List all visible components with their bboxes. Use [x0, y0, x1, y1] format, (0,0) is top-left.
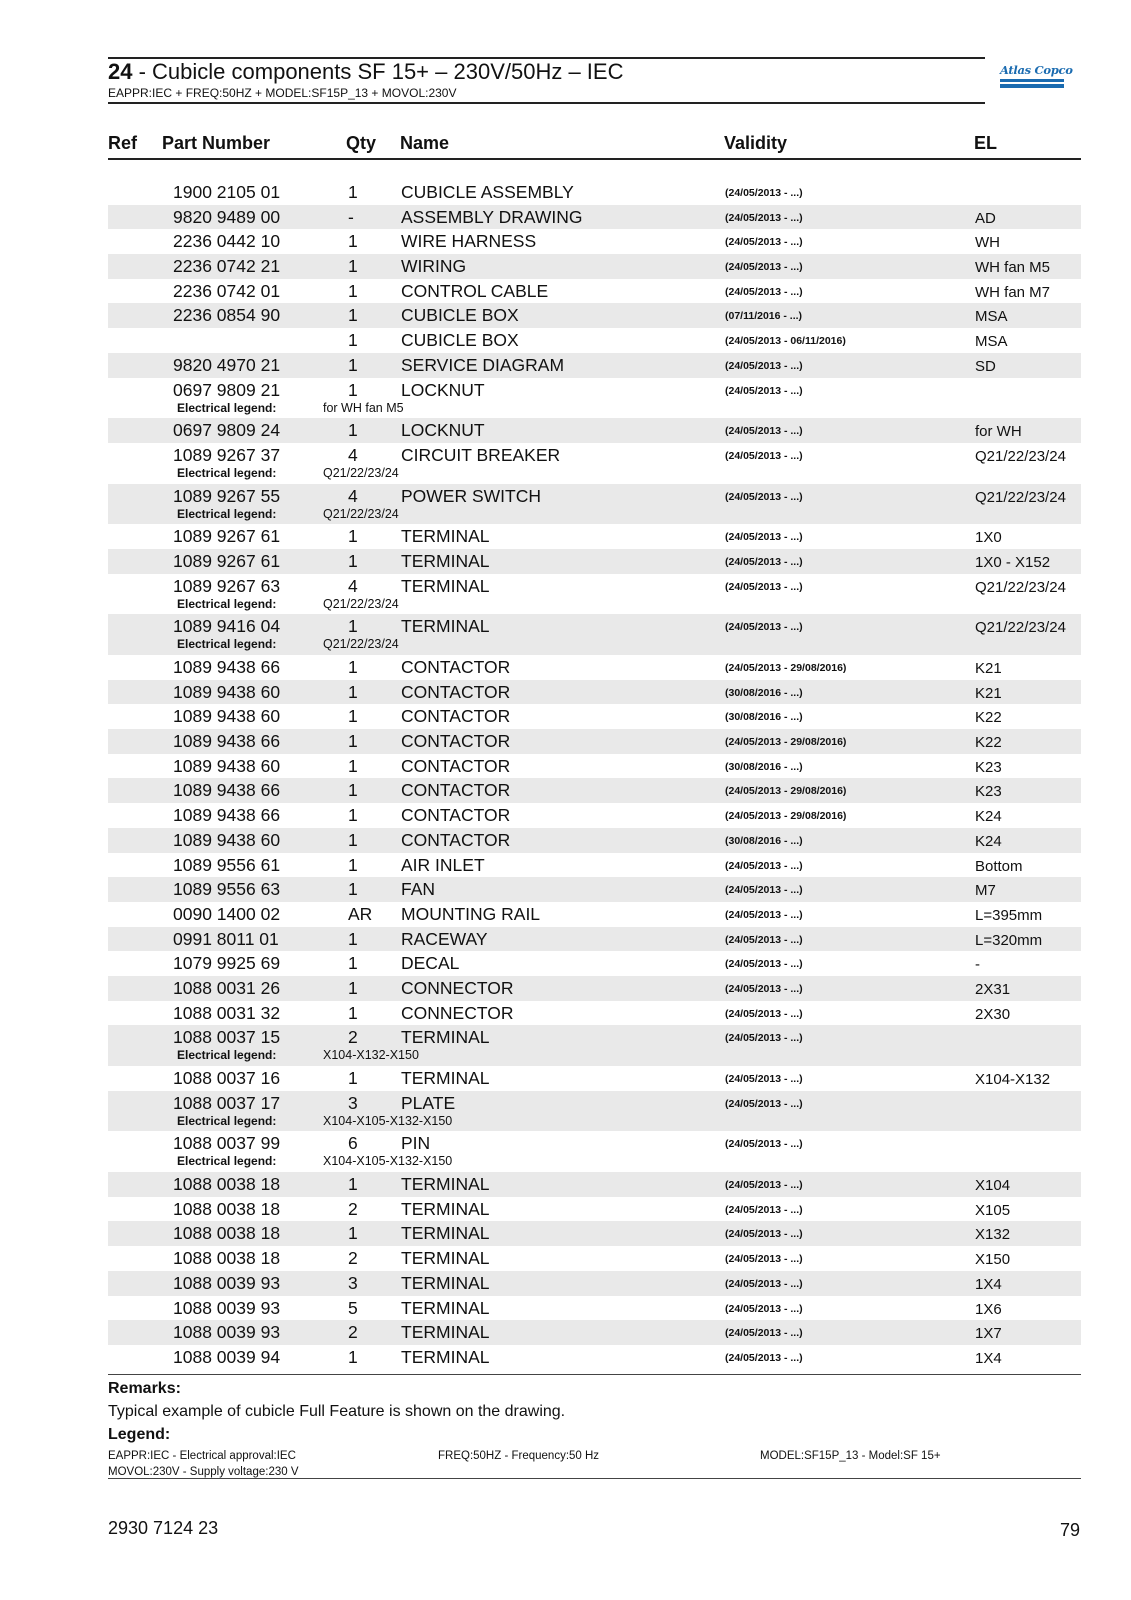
el-cell: K23: [975, 758, 1002, 776]
table-row: [108, 574, 1081, 615]
table-row: [108, 1271, 1081, 1296]
part-number-cell: 1088 0038 18: [173, 1248, 281, 1269]
table-row: [108, 680, 1081, 705]
remarks-heading: Remarks:: [108, 1380, 181, 1397]
table-row: [108, 1197, 1081, 1222]
validity-cell: (30/08/2016 - ...): [725, 711, 803, 724]
qty-cell: 1: [348, 305, 358, 326]
electrical-legend-label: Electrical legend:: [177, 506, 277, 521]
validity-cell: (24/05/2013 - ...): [725, 187, 803, 199]
el-cell: K24: [975, 808, 1002, 826]
name-cell: CUBICLE BOX: [401, 330, 519, 351]
logo-bar: [1000, 79, 1064, 82]
name-cell: CONTACTOR: [401, 657, 511, 677]
el-cell: K23: [975, 783, 1002, 801]
validity-cell: (24/05/2013 - ...): [725, 531, 803, 544]
part-number-cell: 1088 0037 17: [173, 1092, 281, 1113]
qty-cell: 1: [348, 879, 358, 900]
table-row: [108, 484, 1081, 525]
part-number-cell: 1088 0031 32: [173, 1002, 281, 1023]
legend-rule: [108, 1478, 1081, 1479]
qty-cell: 2: [348, 1027, 358, 1048]
name-cell: CONTACTOR: [401, 731, 511, 752]
part-number-cell: 2236 0742 01: [173, 280, 281, 301]
atlas-copco-logo: [1000, 63, 1073, 93]
electrical-legend-value: Q21/22/23/24: [323, 506, 399, 521]
part-number-cell: 1089 9556 61: [173, 854, 281, 875]
name-cell: TERMINAL: [401, 1346, 490, 1367]
electrical-legend-value: X104-X105-X132-X150: [323, 1154, 453, 1169]
name-cell: LOCKNUT: [401, 379, 485, 400]
qty-cell: 1: [348, 657, 358, 677]
table-row: [108, 1091, 1081, 1132]
name-cell: SERVICE DIAGRAM: [401, 354, 565, 375]
el-cell: 1X4: [975, 1275, 1002, 1293]
name-cell: POWER SWITCH: [401, 485, 541, 506]
name-cell: LOCKNUT: [401, 420, 485, 441]
name-cell: TERMINAL: [401, 526, 490, 547]
name-cell: TERMINAL: [401, 1297, 490, 1318]
el-cell: X104: [975, 1177, 1011, 1195]
table-row: [108, 902, 1081, 927]
validity-cell: (24/05/2013 - ...): [725, 449, 803, 462]
qty-cell: 1: [348, 977, 358, 998]
validity-cell: (24/05/2013 - ...): [725, 1179, 803, 1192]
qty-cell: 1: [348, 1346, 358, 1367]
qty-cell: 1: [348, 681, 358, 702]
el-cell: K24: [975, 832, 1002, 850]
qty-cell: 1: [348, 780, 358, 801]
name-cell: CONTACTOR: [401, 805, 511, 826]
validity-cell: (24/05/2013 - ...): [725, 555, 803, 568]
el-cell: X150: [975, 1251, 1011, 1269]
el-cell: 2X30: [975, 1005, 1011, 1023]
table-row: [108, 1172, 1081, 1197]
column-header-rule: [108, 158, 1081, 160]
el-cell: WH fan M7: [975, 283, 1051, 301]
el-cell: Q21/22/23/24: [975, 447, 1066, 465]
el-cell: K21: [975, 684, 1002, 702]
part-number-cell: 1088 0038 18: [173, 1174, 281, 1195]
table-end-rule: [108, 1374, 1081, 1375]
name-cell: CONTROL CABLE: [401, 280, 549, 301]
electrical-legend-label: Electrical legend:: [177, 1048, 277, 1063]
name-cell: CONNECTOR: [401, 1002, 514, 1023]
name-cell: CONTACTOR: [401, 755, 511, 776]
table-row: [108, 1001, 1081, 1026]
qty-cell: 4: [348, 485, 358, 506]
section-title: - Cubicle components SF 15+ – 230V/50Hz – IEC: [132, 59, 624, 84]
qty-cell: 4: [348, 575, 358, 596]
name-cell: CONTACTOR: [401, 780, 511, 801]
column-header-validity: Validity: [724, 133, 788, 153]
part-number-cell: 0090 1400 02: [173, 903, 281, 924]
part-number-cell: 0697 9809 21: [173, 379, 281, 400]
validity-cell: (24/05/2013 - ...): [725, 958, 803, 971]
validity-cell: (24/05/2013 - ...): [725, 1032, 803, 1045]
parts-table: [108, 180, 1081, 1370]
legend-heading: Legend:: [108, 1426, 171, 1443]
validity-cell: (24/05/2013 - ...): [725, 1073, 803, 1085]
el-cell: 1X4: [975, 1349, 1002, 1367]
name-cell: PIN: [401, 1133, 431, 1154]
part-number-cell: 1088 0031 26: [173, 977, 281, 998]
part-number-cell: 1088 0039 94: [173, 1346, 281, 1367]
qty-cell: 1: [348, 1223, 358, 1244]
qty-cell: 1: [348, 928, 358, 949]
name-cell: TERMINAL: [401, 1248, 490, 1269]
qty-cell: 1: [348, 829, 358, 850]
validity-cell: (24/05/2013 - ...): [725, 580, 803, 593]
qty-cell: 1: [348, 1174, 358, 1195]
el-cell: MSA: [975, 308, 1008, 326]
electrical-legend-value: for WH fan M5: [323, 400, 404, 415]
part-number-cell: 1089 9438 66: [173, 657, 281, 677]
table-row: [108, 180, 1081, 205]
page-subtitle: EAPPR:IEC + FREQ:50HZ + MODEL:SF15P_13 + MOVOL:230V: [108, 86, 457, 100]
validity-cell: (24/05/2013 - ...): [725, 982, 803, 995]
validity-cell: (24/05/2013 - ...): [725, 621, 803, 634]
electrical-legend-label: Electrical legend:: [177, 1154, 277, 1169]
table-row: [108, 279, 1081, 304]
name-cell: TERMINAL: [401, 1027, 490, 1048]
el-cell: 1X0 - X152: [975, 553, 1051, 571]
table-row: [108, 655, 1081, 680]
el-cell: X132: [975, 1226, 1011, 1244]
part-number-cell: 1089 9438 66: [173, 805, 281, 826]
part-number-cell: 1089 9438 60: [173, 829, 281, 850]
table-row: [108, 443, 1081, 484]
name-cell: DECAL: [401, 953, 460, 974]
column-header-ref: Ref: [108, 133, 138, 153]
logo-text: Atlas Copco: [1000, 63, 1073, 77]
column-header-qty: Qty: [346, 133, 377, 153]
qty-cell: 1: [348, 231, 358, 252]
name-cell: TERMINAL: [401, 1272, 490, 1293]
table-row: [108, 976, 1081, 1001]
qty-cell: 1: [348, 616, 358, 637]
part-number-cell: 1079 9925 69: [173, 953, 281, 974]
qty-cell: 3: [348, 1272, 358, 1293]
qty-cell: 1: [348, 731, 358, 752]
el-cell: 1X7: [975, 1325, 1002, 1343]
el-cell: X104-X132: [975, 1071, 1051, 1088]
legend-item: FREQ:50HZ - Frequency:50 Hz: [438, 1450, 600, 1462]
qty-cell: 1: [348, 526, 358, 547]
header-bottom-rule: [108, 102, 985, 104]
el-cell: WH fan M5: [975, 259, 1051, 277]
qty-cell: 1: [348, 1002, 358, 1023]
part-number-cell: 1089 9438 66: [173, 731, 281, 752]
validity-cell: (24/05/2013 - ...): [725, 1277, 803, 1290]
qty-cell: 1: [348, 354, 358, 375]
table-row: [108, 951, 1081, 976]
name-cell: TERMINAL: [401, 575, 490, 596]
table-row: [108, 1320, 1081, 1345]
electrical-legend-label: Electrical legend:: [177, 596, 277, 611]
part-number-cell: 1088 0039 93: [173, 1322, 281, 1343]
table-row: [108, 1066, 1081, 1091]
el-cell: -: [975, 956, 980, 974]
validity-cell: (24/05/2013 - 29/08/2016): [725, 810, 847, 823]
qty-cell: 1: [348, 280, 358, 301]
name-cell: TERMINAL: [401, 550, 490, 571]
validity-cell: (24/05/2013 - ...): [725, 425, 803, 438]
qty-cell: 1: [348, 379, 358, 400]
qty-cell: 1: [348, 1068, 358, 1088]
el-cell: M7: [975, 882, 996, 900]
part-number-cell: 9820 4970 21: [173, 354, 281, 375]
part-number-cell: 9820 9489 00: [173, 206, 281, 227]
qty-cell: 1: [348, 805, 358, 826]
table-row: [108, 549, 1081, 574]
part-number-cell: 1088 0039 93: [173, 1297, 281, 1318]
name-cell: TERMINAL: [401, 1223, 490, 1244]
el-cell: Q21/22/23/24: [975, 619, 1066, 637]
qty-cell: 4: [348, 444, 358, 465]
document-number: 2930 7124 23: [108, 1518, 219, 1538]
qty-cell: 2: [348, 1248, 358, 1269]
electrical-legend-value: Q21/22/23/24: [323, 637, 399, 652]
table-row: [108, 1131, 1081, 1172]
part-number-cell: 1088 0037 16: [173, 1068, 281, 1088]
part-number-cell: 1089 9267 61: [173, 550, 281, 571]
validity-cell: (24/05/2013 - ...): [725, 859, 803, 872]
table-row: [108, 378, 1081, 419]
validity-cell: (24/05/2013 - ...): [725, 1203, 803, 1216]
part-number-cell: 1089 9438 60: [173, 706, 281, 727]
part-number-cell: 2236 0854 90: [173, 305, 281, 326]
table-row: [108, 1025, 1081, 1066]
el-cell: WH: [975, 234, 1000, 252]
el-cell: K21: [975, 660, 1002, 677]
validity-cell: (24/05/2013 - ...): [725, 359, 803, 372]
table-row: [108, 205, 1081, 230]
column-header-name: Name: [400, 133, 450, 153]
el-cell: K22: [975, 709, 1002, 727]
remarks-text: Typical example of cubicle Full Feature is shown on the drawing.: [108, 1403, 566, 1420]
part-number-cell: 0991 8011 01: [173, 928, 279, 949]
table-row: [108, 418, 1081, 443]
legend-item: MODEL:SF15P_13 - Model:SF 15+: [760, 1450, 941, 1462]
legend-item: MOVOL:230V - Supply voltage:230 V: [108, 1466, 299, 1478]
legend-item: EAPPR:IEC - Electrical approval:IEC: [108, 1450, 296, 1462]
validity-cell: (24/05/2013 - ...): [725, 1253, 803, 1266]
part-number-cell: 2236 0742 21: [173, 256, 281, 277]
table-row: [108, 328, 1081, 353]
table-row: [108, 828, 1081, 853]
name-cell: AIR INLET: [401, 854, 485, 875]
validity-cell: (24/05/2013 - ...): [725, 1351, 803, 1364]
name-cell: CUBICLE ASSEMBLY: [401, 182, 574, 202]
validity-cell: (30/08/2016 - ...): [725, 834, 803, 847]
table-row: [108, 1246, 1081, 1271]
part-number-cell: 1088 0037 15: [173, 1027, 281, 1048]
electrical-legend-label: Electrical legend:: [177, 1113, 277, 1128]
validity-cell: (30/08/2016 - ...): [725, 760, 803, 773]
table-row: [108, 803, 1081, 828]
table-row: [108, 927, 1081, 952]
validity-cell: (24/05/2013 - 29/08/2016): [725, 736, 847, 749]
part-number-cell: 1089 9267 61: [173, 526, 281, 547]
qty-cell: 1: [348, 953, 358, 974]
el-cell: Q21/22/23/24: [975, 488, 1066, 506]
validity-cell: (24/05/2013 - ...): [725, 285, 803, 298]
part-number-cell: 1900 2105 01: [173, 182, 281, 202]
name-cell: RACEWAY: [401, 928, 488, 949]
validity-cell: (24/05/2013 - ...): [725, 211, 803, 224]
electrical-legend-value: X104-X105-X132-X150: [323, 1113, 453, 1128]
table-row: [108, 1345, 1081, 1370]
page-title: [108, 59, 623, 85]
electrical-legend-value: X104-X132-X150: [323, 1048, 419, 1063]
electrical-legend-label: Electrical legend:: [177, 637, 277, 652]
name-cell: TERMINAL: [401, 1322, 490, 1343]
el-cell: L=320mm: [975, 931, 1043, 949]
qty-cell: 2: [348, 1322, 358, 1343]
el-cell: MSA: [975, 333, 1008, 351]
column-header-part-number: Part Number: [162, 133, 271, 153]
table-row: [108, 877, 1081, 902]
electrical-legend-value: Q21/22/23/24: [323, 465, 399, 480]
qty-cell: 1: [348, 550, 358, 571]
validity-cell: (24/05/2013 - 29/08/2016): [725, 662, 847, 674]
validity-cell: (24/05/2013 - ...): [725, 1097, 803, 1110]
validity-cell: (24/05/2013 - ...): [725, 933, 803, 946]
el-cell: 1X6: [975, 1300, 1002, 1318]
validity-cell: (24/05/2013 - ...): [725, 490, 803, 503]
name-cell: ASSEMBLY DRAWING: [401, 206, 583, 227]
qty-cell: 5: [348, 1297, 358, 1318]
part-number-cell: 1089 9267 63: [173, 575, 281, 596]
table-row: [108, 353, 1081, 378]
part-number-cell: 2236 0442 10: [173, 231, 281, 252]
name-cell: CUBICLE BOX: [401, 305, 519, 326]
validity-cell: (24/05/2013 - 29/08/2016): [725, 785, 847, 798]
table-row: [108, 754, 1081, 779]
electrical-legend-value: Q21/22/23/24: [323, 596, 399, 611]
validity-cell: (24/05/2013 - ...): [725, 261, 803, 274]
qty-cell: 1: [348, 854, 358, 875]
part-number-cell: 1089 9267 37: [173, 444, 281, 465]
name-cell: PLATE: [401, 1092, 456, 1113]
table-row: [108, 853, 1081, 878]
logo-bar: [1000, 84, 1064, 88]
part-number-cell: 1088 0039 93: [173, 1272, 281, 1293]
validity-cell: (24/05/2013 - ...): [725, 236, 803, 249]
el-cell: L=395mm: [975, 906, 1043, 924]
table-row: [108, 729, 1081, 754]
part-number-cell: 1089 9438 60: [173, 681, 281, 702]
table-row: [108, 229, 1081, 254]
el-cell: 2X31: [975, 980, 1011, 998]
table-row: [108, 303, 1081, 328]
name-cell: MOUNTING RAIL: [401, 903, 541, 924]
table-row: [108, 614, 1081, 655]
part-number-cell: 1089 9267 55: [173, 485, 281, 506]
validity-cell: (24/05/2013 - 06/11/2016): [725, 335, 846, 348]
validity-cell: (24/05/2013 - ...): [725, 1007, 803, 1020]
el-cell: 1X0: [975, 529, 1002, 547]
part-number-cell: 1088 0037 99: [173, 1133, 281, 1154]
qty-cell: 1: [348, 420, 358, 441]
validity-cell: (24/05/2013 - ...): [725, 908, 803, 921]
part-number-cell: 1088 0038 18: [173, 1223, 281, 1244]
qty-cell: 3: [348, 1092, 358, 1113]
validity-cell: (24/05/2013 - ...): [725, 1327, 803, 1340]
table-row: [108, 1221, 1081, 1246]
table-row: [108, 778, 1081, 803]
el-cell: SD: [975, 357, 996, 375]
qty-cell: 1: [348, 706, 358, 727]
name-cell: TERMINAL: [401, 1174, 490, 1195]
qty-cell: 2: [348, 1198, 358, 1219]
part-number-cell: 1089 9438 66: [173, 780, 281, 801]
column-header-el: EL: [974, 133, 998, 153]
el-cell: Bottom: [975, 857, 1023, 875]
el-cell: for WH: [975, 423, 1022, 441]
name-cell: TERMINAL: [401, 1198, 490, 1219]
validity-cell: (24/05/2013 - ...): [725, 384, 803, 397]
part-number-cell: 1088 0038 18: [173, 1198, 281, 1219]
name-cell: FAN: [401, 879, 436, 900]
validity-cell: (24/05/2013 - ...): [725, 1138, 803, 1151]
name-cell: TERMINAL: [401, 616, 490, 637]
el-cell: Q21/22/23/24: [975, 578, 1066, 596]
name-cell: CONNECTOR: [401, 977, 514, 998]
validity-cell: (30/08/2016 - ...): [725, 686, 803, 699]
table-row: [108, 704, 1081, 729]
section-number: 24: [108, 59, 133, 84]
qty-cell: 1: [348, 182, 358, 202]
name-cell: WIRING: [401, 256, 467, 277]
name-cell: CONTACTOR: [401, 829, 511, 850]
table-row: [108, 1296, 1081, 1321]
name-cell: CIRCUIT BREAKER: [401, 444, 561, 465]
qty-cell: 1: [348, 256, 358, 277]
validity-cell: (07/11/2016 - ...): [725, 310, 803, 323]
part-number-cell: 0697 9809 24: [173, 420, 281, 441]
name-cell: CONTACTOR: [401, 681, 511, 702]
el-cell: AD: [975, 209, 996, 227]
name-cell: WIRE HARNESS: [401, 231, 537, 252]
validity-cell: (24/05/2013 - ...): [725, 1228, 803, 1241]
electrical-legend-label: Electrical legend:: [177, 400, 277, 415]
qty-cell: AR: [348, 903, 373, 924]
part-number-cell: 1089 9416 04: [173, 616, 281, 637]
name-cell: TERMINAL: [401, 1068, 490, 1088]
el-cell: K22: [975, 734, 1002, 752]
page-number: 79: [1060, 1520, 1081, 1540]
validity-cell: (24/05/2013 - ...): [725, 884, 803, 897]
el-cell: X105: [975, 1201, 1011, 1219]
table-row: [108, 524, 1081, 549]
table-row: [108, 254, 1081, 279]
qty-cell: 6: [348, 1133, 358, 1154]
qty-cell: -: [348, 206, 354, 227]
qty-cell: 1: [348, 755, 358, 776]
name-cell: CONTACTOR: [401, 706, 511, 727]
part-number-cell: 1089 9556 63: [173, 879, 281, 900]
qty-cell: 1: [348, 330, 358, 351]
part-number-cell: 1089 9438 60: [173, 755, 281, 776]
electrical-legend-label: Electrical legend:: [177, 465, 277, 480]
validity-cell: (24/05/2013 - ...): [725, 1302, 803, 1315]
